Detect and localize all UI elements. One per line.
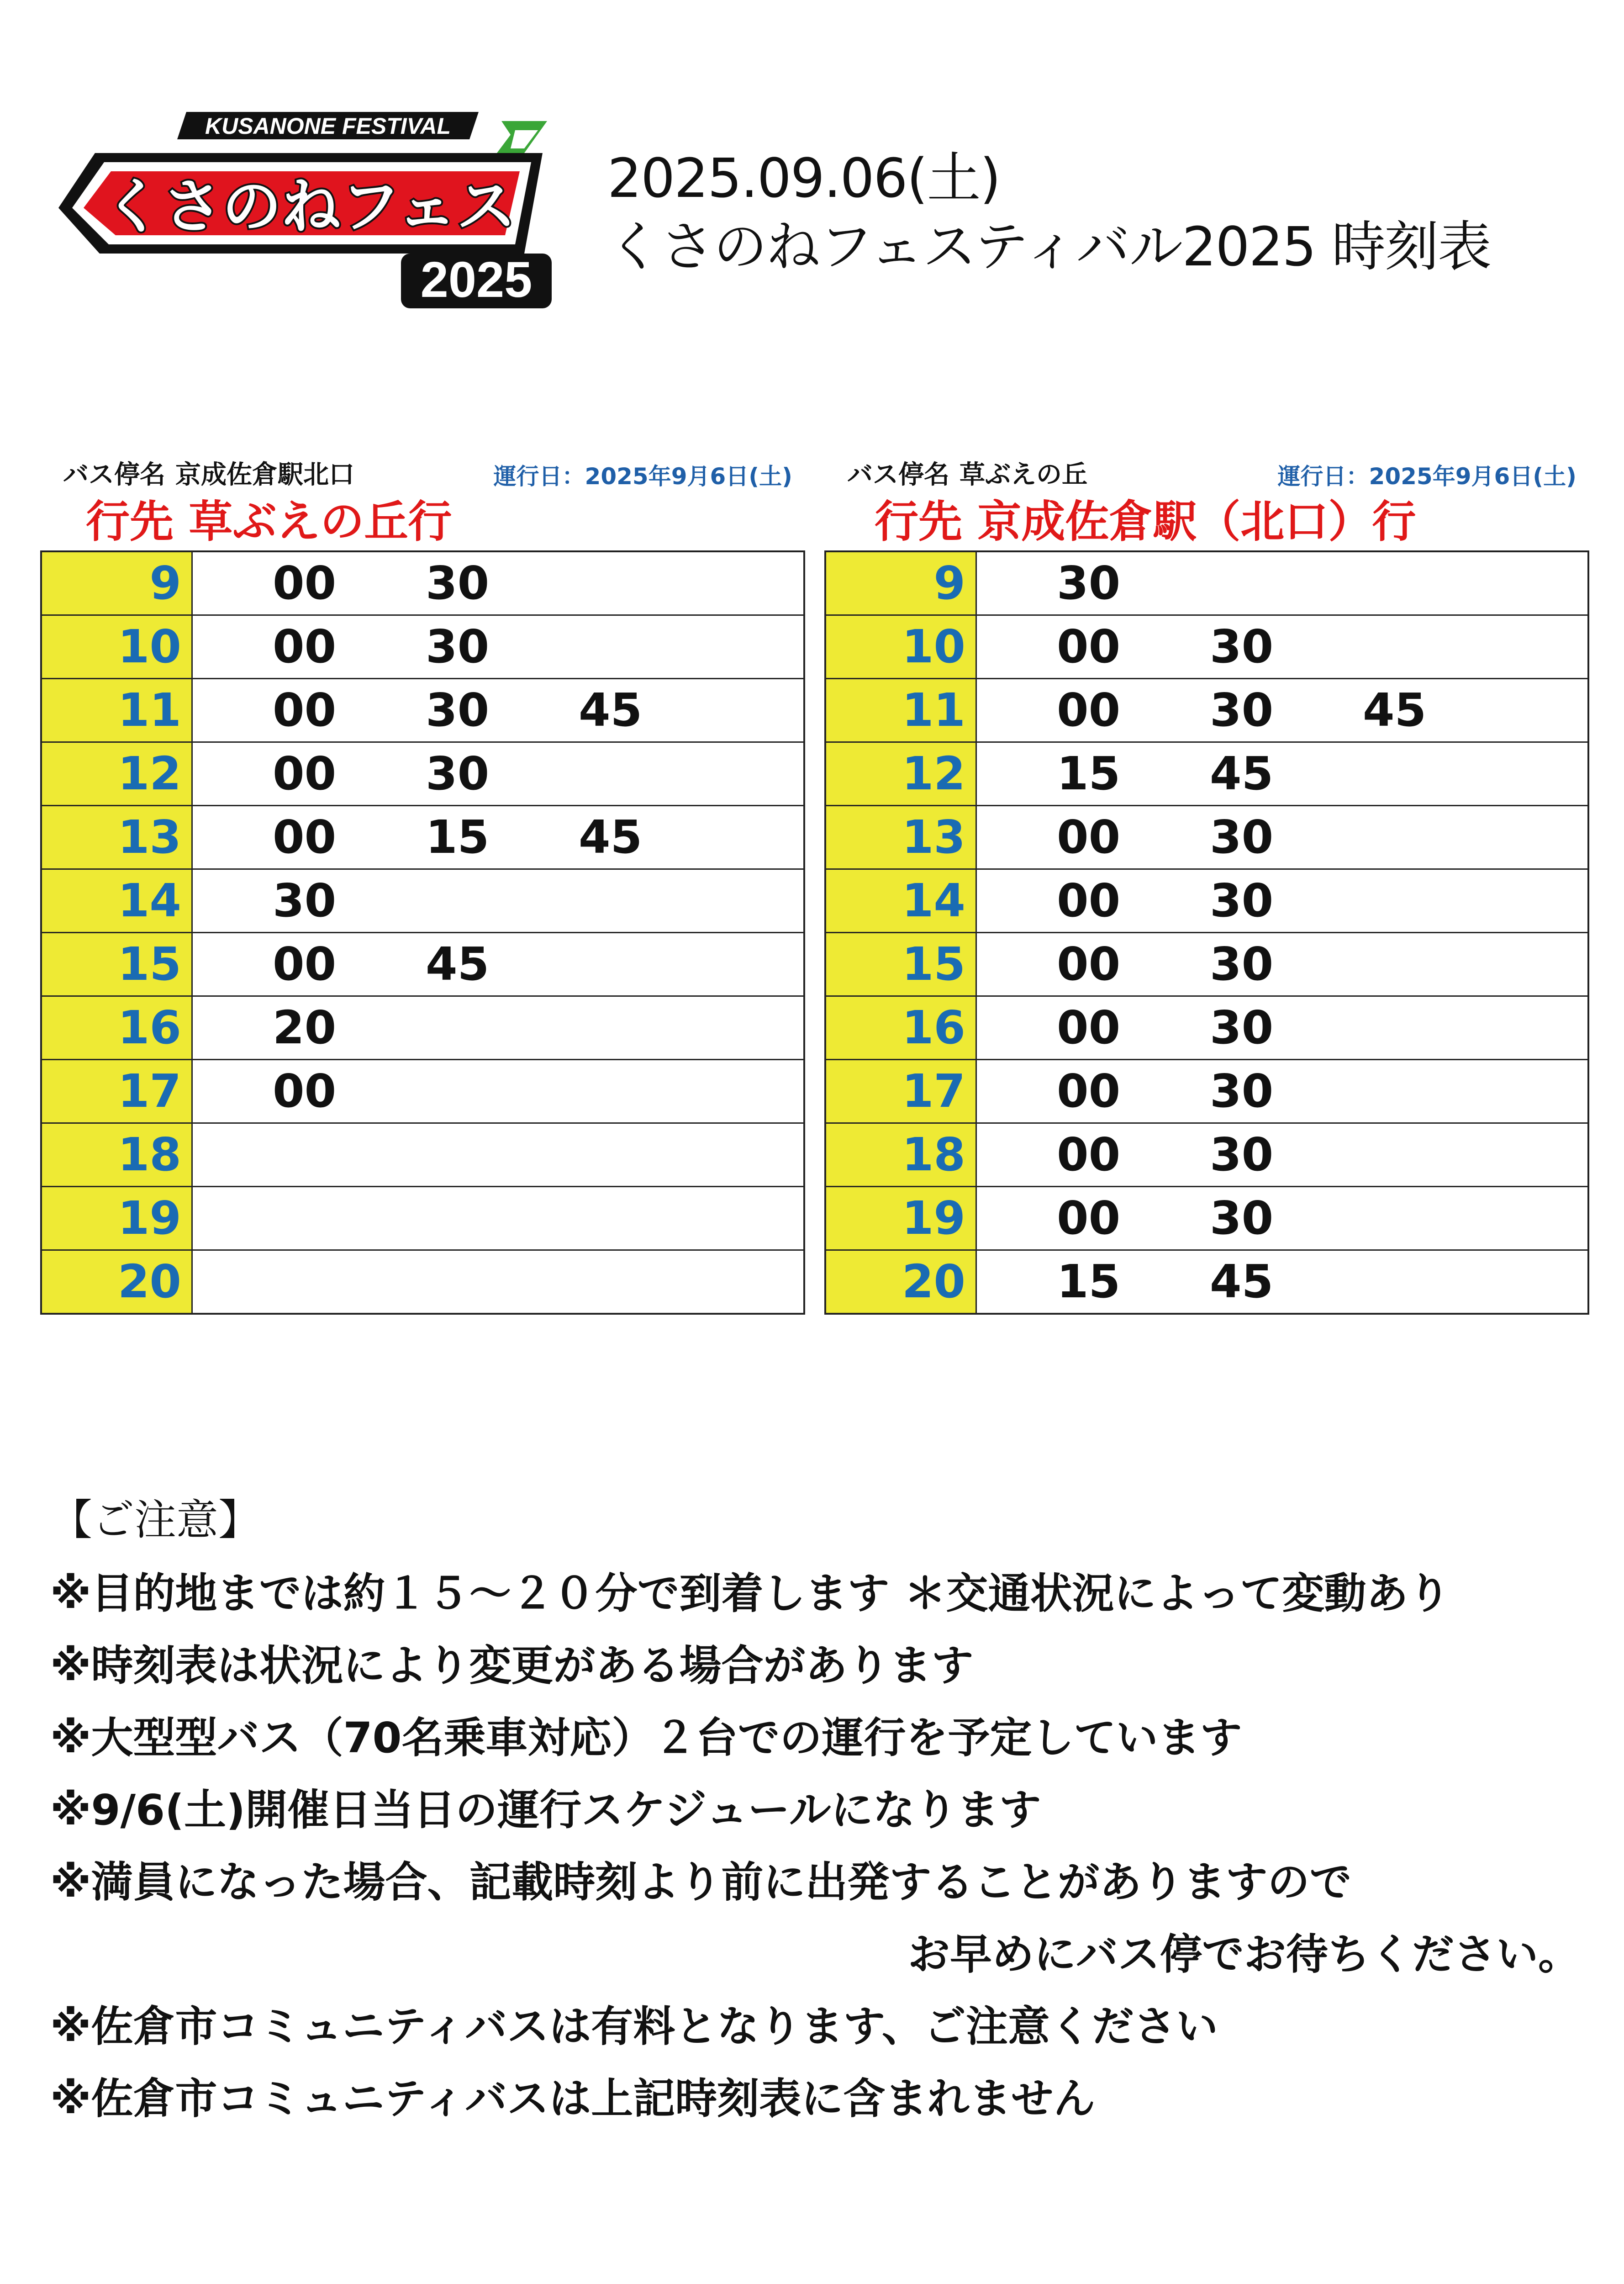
title-block	[607, 144, 1491, 281]
minutes-cell	[977, 552, 1587, 614]
minutes-cell	[977, 1060, 1587, 1122]
minutes-cell	[977, 1124, 1587, 1186]
minute: 00	[1057, 1191, 1121, 1245]
minute	[579, 616, 732, 678]
minute: 00	[273, 620, 337, 673]
table-row	[42, 614, 803, 678]
hour-cell: 20	[42, 1251, 193, 1313]
minute	[579, 870, 732, 932]
minute: 30	[426, 556, 490, 610]
hour-cell: 11	[42, 679, 193, 741]
minute: 30	[1210, 810, 1274, 864]
hour-cell: 18	[826, 1124, 977, 1186]
table-row	[42, 932, 803, 995]
table-row	[826, 1186, 1587, 1249]
festival-logo	[40, 103, 565, 322]
note-item: ※満員になった場合、記載時刻より前に出発することがありますので	[50, 1858, 1352, 1907]
minutes-cell	[977, 870, 1587, 932]
minute: 00	[1057, 1064, 1121, 1118]
stop-prefix: バス停名	[847, 460, 949, 490]
table-row	[42, 552, 803, 614]
minute: 00	[273, 937, 337, 991]
minutes-cell	[193, 806, 803, 868]
minute: 00	[1057, 1128, 1121, 1181]
minute: 00	[273, 556, 337, 610]
hour-cell: 18	[42, 1124, 193, 1186]
table-row	[826, 1059, 1587, 1122]
hour-cell: 16	[42, 997, 193, 1059]
minute	[1363, 616, 1516, 678]
table-row	[42, 1122, 803, 1186]
note-continuation: お早めにバス停でお待ちください。	[907, 1930, 1580, 1979]
minute	[1363, 1060, 1516, 1122]
minutes-cell	[193, 997, 803, 1059]
minute	[1363, 933, 1516, 995]
minute	[273, 1124, 426, 1186]
hour-cell: 12	[826, 743, 977, 805]
table-row	[826, 1249, 1587, 1313]
timetable-grid	[824, 550, 1589, 1315]
minute	[1363, 997, 1516, 1059]
table-row	[42, 678, 803, 741]
minute: 30	[1057, 556, 1121, 610]
minute: 30	[426, 747, 490, 800]
minute: 30	[1210, 683, 1274, 737]
minutes-cell	[193, 933, 803, 995]
minute: 30	[273, 874, 337, 927]
table-row	[826, 614, 1587, 678]
minute	[579, 552, 732, 614]
minute: 00	[273, 810, 337, 864]
minute: 45	[579, 810, 643, 864]
table-row	[42, 995, 803, 1059]
minute: 30	[1210, 1128, 1274, 1181]
minute: 00	[273, 747, 337, 800]
minute	[426, 1060, 579, 1122]
minute	[579, 933, 732, 995]
minutes-cell	[977, 1187, 1587, 1249]
minute: 30	[1210, 874, 1274, 927]
minute	[579, 1060, 732, 1122]
table-row	[42, 868, 803, 932]
minute: 00	[1057, 683, 1121, 737]
hour-cell: 15	[826, 933, 977, 995]
hour-cell: 20	[826, 1251, 977, 1313]
minute	[426, 1187, 579, 1249]
minute: 20	[273, 1001, 337, 1054]
minute: 45	[579, 683, 643, 737]
minute: 00	[1057, 1001, 1121, 1054]
hour-cell: 17	[826, 1060, 977, 1122]
hour-cell: 11	[826, 679, 977, 741]
minutes-cell	[193, 1060, 803, 1122]
minute: 45	[1210, 747, 1274, 800]
hour-cell: 9	[42, 552, 193, 614]
hour-cell: 13	[826, 806, 977, 868]
hour-cell: 14	[42, 870, 193, 932]
event-date: 2025.09.06(土)	[607, 147, 1000, 210]
minute: 15	[426, 810, 490, 864]
stop-info	[824, 450, 1589, 493]
hour-cell: 15	[42, 933, 193, 995]
minutes-cell	[977, 616, 1587, 678]
destination: 行先 京成佐倉駅（北口）行	[875, 496, 1416, 547]
table-row	[826, 932, 1587, 995]
hour-cell: 10	[42, 616, 193, 678]
minute	[1363, 1124, 1516, 1186]
table-row	[42, 1186, 803, 1249]
minute: 30	[1210, 1064, 1274, 1118]
table-row	[42, 741, 803, 805]
minutes-cell	[193, 870, 803, 932]
minute	[1363, 1251, 1516, 1313]
stop-name: 京成佐倉駅北口	[175, 460, 354, 490]
table-row	[826, 868, 1587, 932]
table-row	[826, 678, 1587, 741]
hour-cell: 16	[826, 997, 977, 1059]
note-item: ※佐倉市コミュニティバスは上記時刻表に含まれません	[50, 2074, 1096, 2123]
minute	[426, 870, 579, 932]
table-row	[826, 995, 1587, 1059]
minute: 30	[1210, 937, 1274, 991]
minute	[426, 1251, 579, 1313]
minutes-cell	[193, 1187, 803, 1249]
minute: 30	[1210, 620, 1274, 673]
table-row	[826, 552, 1587, 614]
minutes-cell	[977, 806, 1587, 868]
note-item: ※目的地までは約１５～２０分で到着します ＊交通状況によって変動あり	[50, 1569, 1450, 1618]
minute: 00	[1057, 874, 1121, 927]
minute: 30	[426, 620, 490, 673]
minute	[273, 1251, 426, 1313]
timetable-grid	[40, 550, 805, 1315]
minutes-cell	[977, 743, 1587, 805]
festival-logo-graphic	[40, 103, 565, 322]
operation-day: 運行日：2025年9月6日(土)	[493, 463, 792, 490]
stop-name: 草ぶえの丘	[960, 460, 1087, 490]
minutes-cell	[193, 743, 803, 805]
minutes-cell	[193, 679, 803, 741]
note-item: ※佐倉市コミュニティバスは有料となります、ご注意ください	[50, 2002, 1218, 2051]
minute: 45	[1363, 683, 1427, 737]
logo-main-text: くさのねフェス	[103, 172, 516, 241]
minute	[579, 743, 732, 805]
minute: 15	[1057, 747, 1121, 800]
minute	[1363, 1187, 1516, 1249]
minutes-cell	[193, 616, 803, 678]
hour-cell: 17	[42, 1060, 193, 1122]
minutes-cell	[193, 552, 803, 614]
minute: 00	[273, 1064, 337, 1118]
hour-cell: 19	[826, 1187, 977, 1249]
hour-cell: 19	[42, 1187, 193, 1249]
notes-section	[50, 1482, 1612, 2135]
logo-year-text: 2025	[420, 252, 533, 308]
note-item: ※時刻表は状況により変更がある場合があります	[50, 1641, 974, 1690]
destination: 行先 草ぶえの丘行	[86, 496, 452, 547]
hour-cell: 10	[826, 616, 977, 678]
minute: 30	[1210, 1191, 1274, 1245]
hour-cell: 12	[42, 743, 193, 805]
minute: 15	[1057, 1255, 1121, 1308]
minute: 00	[273, 683, 337, 737]
minute	[426, 1124, 579, 1186]
timetable-right	[824, 450, 1589, 1315]
note-item: ※9/6(土)開催日当日の運行スケジュールになります	[50, 1786, 1041, 1835]
operation-day: 運行日：2025年9月6日(土)	[1277, 463, 1577, 490]
minutes-cell	[977, 997, 1587, 1059]
minute: 30	[426, 683, 490, 737]
minutes-cell	[977, 1251, 1587, 1313]
table-row	[826, 741, 1587, 805]
minute: 45	[1210, 1255, 1274, 1308]
notes-heading: 【ご注意】	[50, 1496, 261, 1544]
minute	[579, 1124, 732, 1186]
hour-cell: 14	[826, 870, 977, 932]
minute	[426, 997, 579, 1059]
table-row	[42, 805, 803, 868]
minute	[579, 1187, 732, 1249]
stop-info	[40, 450, 805, 493]
minute	[1363, 552, 1516, 614]
minute	[579, 997, 732, 1059]
table-row	[826, 805, 1587, 868]
minute	[1363, 743, 1516, 805]
logo-brand-text: KUSANONE FESTIVAL	[205, 113, 451, 139]
table-row	[826, 1122, 1587, 1186]
table-row	[42, 1249, 803, 1313]
note-item: ※大型型バス（70名乗車対応）２台での運行を予定しています	[50, 1713, 1242, 1762]
minutes-cell	[193, 1251, 803, 1313]
minute	[1210, 552, 1363, 614]
minute	[273, 1187, 426, 1249]
minute: 45	[426, 937, 490, 991]
minute: 00	[1057, 810, 1121, 864]
table-row	[42, 1059, 803, 1122]
minute: 00	[1057, 937, 1121, 991]
page-title: くさのねフェスティバル2025 時刻表	[607, 215, 1491, 278]
minute	[1363, 870, 1516, 932]
minute	[1363, 806, 1516, 868]
hour-cell: 9	[826, 552, 977, 614]
minute	[579, 1251, 732, 1313]
minute: 30	[1210, 1001, 1274, 1054]
timetable-left	[40, 450, 805, 1315]
minutes-cell	[193, 1124, 803, 1186]
minutes-cell	[977, 933, 1587, 995]
hour-cell: 13	[42, 806, 193, 868]
minute: 00	[1057, 620, 1121, 673]
stop-prefix: バス停名	[63, 460, 165, 490]
minutes-cell	[977, 679, 1587, 741]
